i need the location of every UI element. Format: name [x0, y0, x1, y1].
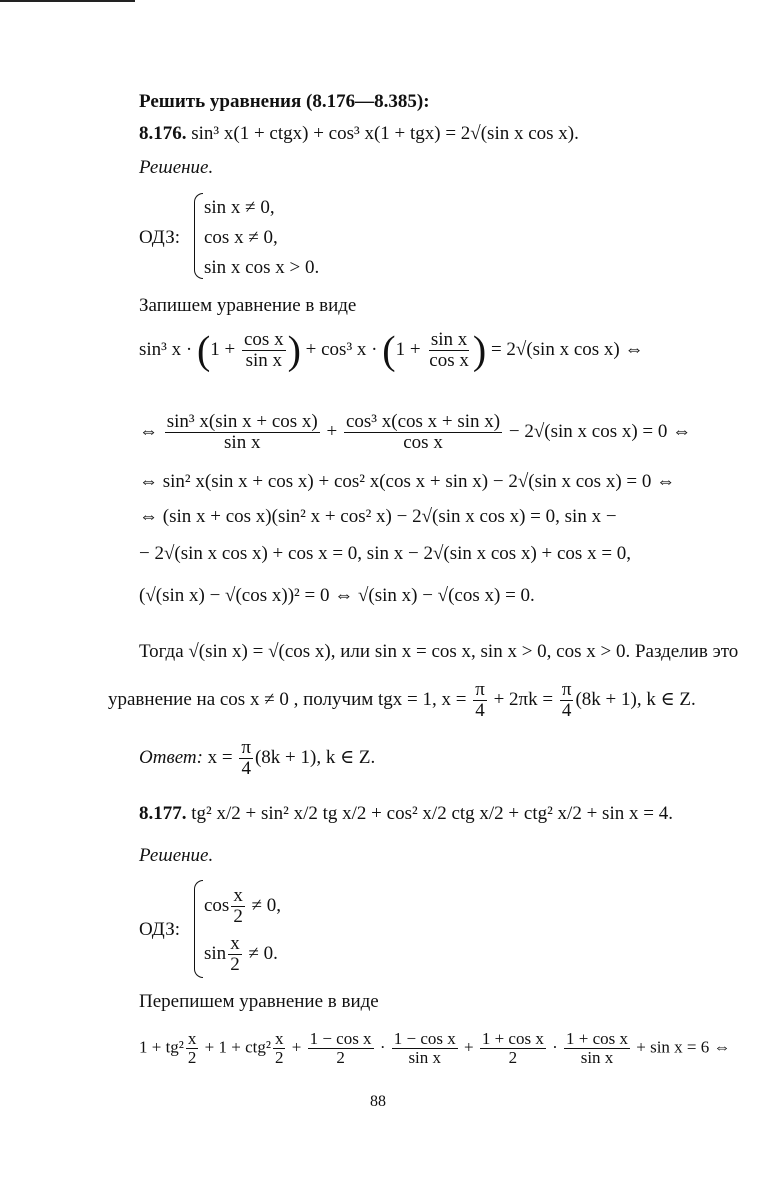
paren: )	[472, 327, 487, 373]
paren: (	[382, 327, 396, 373]
fraction	[427, 330, 471, 371]
term: (8k + 1), k ∈ Z.	[575, 688, 696, 710]
fraction	[273, 1030, 286, 1067]
term: +	[321, 420, 342, 442]
answer-line	[139, 738, 375, 779]
step-3: ⇔ sin² x(sin x + cos x) + cos² x(cos x + sin x) − 2√(sin x cos x) = 0 ⇔	[139, 471, 676, 492]
denominator: 4	[561, 699, 572, 721]
equation: sin³ x(1 + ctgx) + cos³ x(1 + tgx) = 2√(sin x cos x).	[191, 123, 579, 144]
fraction	[564, 1030, 630, 1067]
term: + 1 + ctg²	[200, 1037, 271, 1057]
denominator: 2	[336, 1047, 345, 1067]
rewrite-text: Перепишем уравнение в виде	[139, 991, 379, 1012]
denominator: cos x	[429, 349, 469, 371]
page-number: 88	[370, 1093, 386, 1110]
odz-brace	[194, 880, 203, 978]
numerator: x	[274, 1029, 284, 1048]
step-4: ⇔ (sin x + cos x)(sin² x + cos² x) − 2√(sin x cos x) = 0, sin x −	[139, 506, 617, 527]
numerator: x	[230, 933, 240, 954]
term: cos	[204, 894, 230, 916]
term: ·	[375, 1037, 390, 1057]
term: + cos³ x ·	[300, 338, 383, 360]
fraction	[228, 934, 242, 975]
term: +	[459, 1037, 478, 1057]
odz-label: ОДЗ:	[139, 919, 181, 940]
term: 1 +	[395, 338, 426, 360]
denominator: 2	[187, 1047, 197, 1067]
odz-line-2: cos x ≠ 0,	[204, 227, 278, 248]
numerator: 1 − cos x	[309, 1029, 372, 1048]
term: ≠ 0,	[246, 894, 282, 916]
numerator: cos x	[244, 329, 284, 350]
problem-number: 8.177.	[139, 803, 187, 824]
paren: )	[287, 327, 301, 373]
denominator: cos x	[403, 431, 443, 453]
last-line	[139, 1030, 731, 1067]
term: x =	[202, 746, 238, 768]
denominator: 2	[233, 905, 243, 927]
term: уравнение на cos x ≠ 0 , получим tgx = 1, x =	[108, 688, 472, 710]
step-2	[139, 412, 691, 453]
denominator: 2	[274, 1047, 284, 1067]
fraction	[392, 1030, 458, 1067]
equation: tg² x/2 + sin² x/2 tg x/2 + cos² x/2 ctg x/2 + ctg² x/2 + sin x = 4.	[191, 803, 673, 824]
step-6: (√(sin x) − √(cos x))² = 0 ⇔ √(sin x) − √(cos x) = 0.	[139, 585, 535, 606]
term: sin³ x ·	[139, 338, 197, 360]
paren: (	[196, 327, 211, 373]
term: − 2√(sin x cos x) = 0 ⇔	[504, 420, 692, 442]
numerator: cos³ x(cos x + sin x)	[345, 411, 501, 432]
term: ≠ 0.	[243, 942, 278, 964]
fraction	[480, 1030, 546, 1067]
fraction	[186, 1030, 199, 1067]
rewrite-text: Запишем уравнение в виде	[139, 295, 357, 316]
top-rule	[0, 0, 135, 2]
section-header: Решить уравнения (8.176—8.385):	[139, 91, 430, 112]
term: (8k + 1), k ∈ Z.	[254, 746, 376, 768]
numerator: 1 − cos x	[393, 1029, 456, 1048]
fraction	[242, 330, 286, 371]
term: +	[287, 1037, 306, 1057]
solution-label: Решение.	[139, 845, 214, 866]
divide-text	[108, 680, 696, 721]
odz-line-2	[204, 934, 278, 975]
term: 1 + tg²	[139, 1037, 184, 1057]
numerator: 1 + cos x	[566, 1029, 628, 1048]
odz-line-3: sin x cos x > 0.	[204, 257, 320, 278]
fraction	[231, 886, 245, 927]
denominator: 2	[230, 953, 240, 975]
fraction	[239, 738, 253, 779]
denominator: sin x	[245, 349, 282, 371]
problem-number: 8.176.	[139, 123, 187, 144]
numerator: 1 + cos x	[481, 1029, 544, 1048]
fraction	[560, 680, 574, 721]
fraction	[165, 412, 320, 453]
term: 1 +	[210, 338, 240, 360]
denominator: 4	[241, 757, 251, 779]
denominator: sin x	[224, 431, 261, 453]
denominator: 4	[475, 699, 485, 721]
denominator: 2	[508, 1047, 518, 1067]
odz-line-1	[204, 886, 281, 927]
term: ·	[547, 1037, 562, 1057]
step-1	[139, 327, 644, 373]
numerator: sin x	[430, 329, 468, 350]
term: + 2πk =	[488, 688, 558, 710]
numerator: π	[475, 679, 485, 700]
numerator: sin³ x(sin x + cos x)	[166, 411, 318, 432]
odz-label: ОДЗ:	[139, 227, 181, 248]
odz-brace	[194, 193, 203, 279]
numerator: π	[241, 737, 251, 758]
term: = 2√(sin x cos x) ⇔	[486, 338, 644, 360]
fraction	[308, 1030, 374, 1067]
odz-line-1: sin x ≠ 0,	[204, 197, 275, 218]
term: sin	[204, 942, 227, 964]
numerator: π	[561, 679, 572, 700]
fraction	[473, 680, 487, 721]
denominator: sin x	[408, 1047, 442, 1067]
then-text: Тогда √(sin x) = √(cos x), или sin x = cos x, sin x > 0, cos x > 0. Разделив это	[139, 641, 739, 662]
problem-8177-statement	[139, 804, 673, 823]
fraction	[344, 412, 502, 453]
denominator: sin x	[580, 1047, 614, 1067]
problem-8176-statement	[139, 124, 579, 143]
numerator: x	[233, 885, 243, 906]
step-5: − 2√(sin x cos x) + cos x = 0, sin x − 2√(sin x cos x) + cos x = 0,	[139, 543, 632, 564]
answer-label: Ответ:	[139, 746, 203, 768]
numerator: x	[187, 1029, 197, 1048]
term: + sin x = 6 ⇔	[632, 1037, 731, 1057]
term: ⇔	[139, 420, 163, 442]
solution-label: Решение.	[139, 157, 214, 178]
